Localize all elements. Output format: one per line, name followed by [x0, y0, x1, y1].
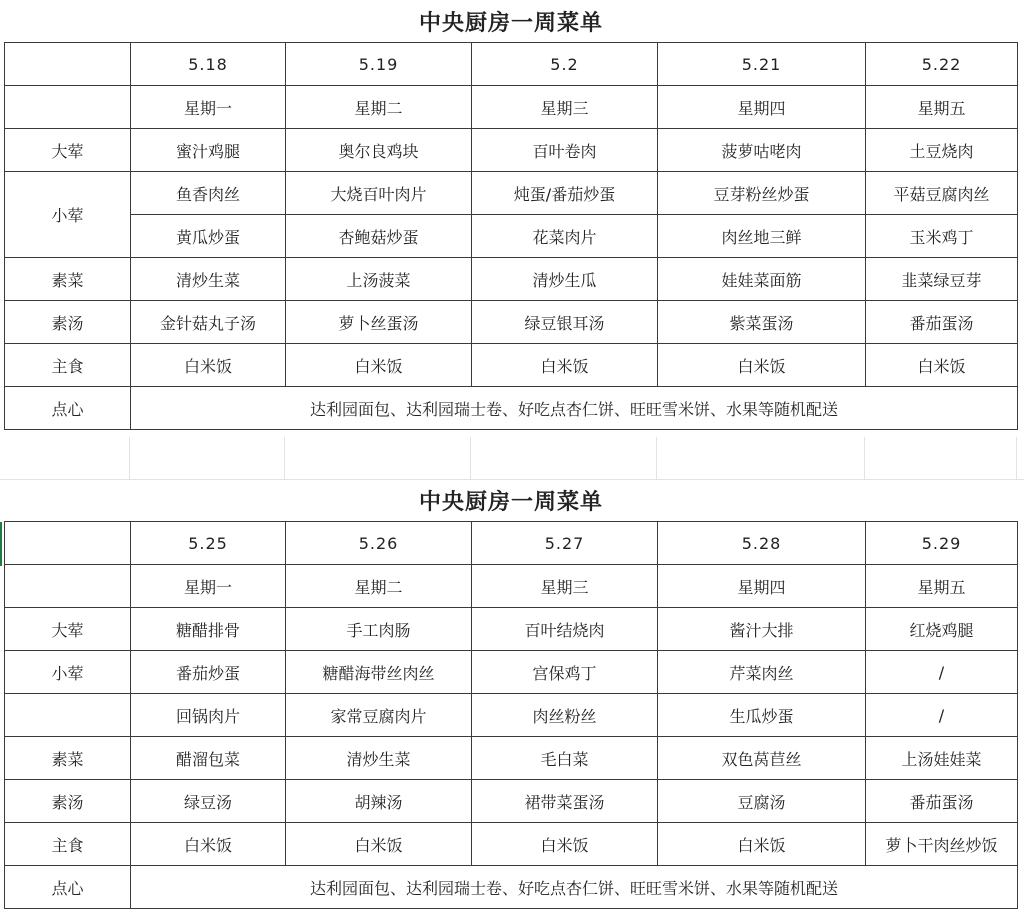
weekly-menu-table-1: [4, 0, 1018, 430]
date-cell[interactable]: 5.19: [286, 43, 472, 86]
soup-row: [5, 780, 1018, 823]
dish-cell[interactable]: 奥尔良鸡块: [286, 129, 472, 172]
dish-cell[interactable]: 白米饭: [286, 344, 472, 387]
meat-dish-row: [5, 129, 1018, 172]
weekly-menu-table-2: [4, 479, 1018, 909]
dish-cell[interactable]: /: [866, 651, 1018, 694]
dish-cell[interactable]: 糖醋海带丝肉丝: [286, 651, 472, 694]
grid-line: [864, 437, 865, 479]
selection-indicator: [0, 522, 2, 566]
dish-cell[interactable]: 杏鲍菇炒蛋: [286, 215, 472, 258]
dish-cell[interactable]: 清炒生菜: [131, 258, 286, 301]
grid-line: [656, 437, 657, 479]
menu-title[interactable]: 中央厨房一周菜单: [5, 479, 1018, 522]
vegetable-row: [5, 258, 1018, 301]
dish-cell[interactable]: 番茄蛋汤: [866, 780, 1018, 823]
weekday-cell[interactable]: 星期二: [286, 86, 472, 129]
date-cell[interactable]: 5.26: [286, 522, 472, 565]
meat-dish-row: [5, 608, 1018, 651]
category-label[interactable]: 小荤: [5, 651, 131, 694]
dish-cell[interactable]: 绿豆汤: [131, 780, 286, 823]
dish-cell[interactable]: 白米饭: [131, 823, 286, 866]
staple-row: [5, 823, 1018, 866]
title-row: [5, 479, 1018, 522]
dish-cell[interactable]: 生瓜炒蛋: [658, 694, 866, 737]
dish-cell[interactable]: 毛白菜: [472, 737, 658, 780]
dish-cell[interactable]: 家常豆腐肉片: [286, 694, 472, 737]
dish-cell[interactable]: 金针菇丸子汤: [131, 301, 286, 344]
dish-cell[interactable]: 肉丝地三鲜: [658, 215, 866, 258]
dish-cell[interactable]: 豆芽粉丝炒蛋: [658, 172, 866, 215]
weekday-cell[interactable]: 星期三: [472, 565, 658, 608]
date-cell[interactable]: 5.29: [866, 522, 1018, 565]
dish-cell[interactable]: 上汤娃娃菜: [866, 737, 1018, 780]
date-cell[interactable]: 5.21: [658, 43, 866, 86]
dish-cell[interactable]: 糖醋排骨: [131, 608, 286, 651]
category-label[interactable]: 主食: [5, 344, 131, 387]
grid-line: [1016, 437, 1017, 479]
dessert-cell[interactable]: 达利园面包、达利园瑞士卷、好吃点杏仁饼、旺旺雪米饼、水果等随机配送: [131, 866, 1018, 909]
dish-cell[interactable]: 黄瓜炒蛋: [131, 215, 286, 258]
dish-cell[interactable]: 白米饭: [472, 344, 658, 387]
category-label[interactable]: 主食: [5, 823, 131, 866]
category-label[interactable]: 素汤: [5, 780, 131, 823]
empty-cell[interactable]: [5, 565, 131, 608]
dish-cell[interactable]: 番茄炒蛋: [131, 651, 286, 694]
dish-cell[interactable]: 胡辣汤: [286, 780, 472, 823]
dessert-cell[interactable]: 达利园面包、达利园瑞士卷、好吃点杏仁饼、旺旺雪米饼、水果等随机配送: [131, 387, 1018, 430]
dish-cell[interactable]: 炖蛋/番茄炒蛋: [472, 172, 658, 215]
dish-cell[interactable]: 白米饭: [286, 823, 472, 866]
date-cell[interactable]: 5.18: [131, 43, 286, 86]
dish-cell[interactable]: 萝卜丝蛋汤: [286, 301, 472, 344]
weekday-cell[interactable]: 星期四: [658, 565, 866, 608]
date-row: [5, 43, 1018, 86]
empty-cell[interactable]: [5, 522, 131, 565]
dish-cell[interactable]: /: [866, 694, 1018, 737]
date-cell[interactable]: 5.28: [658, 522, 866, 565]
dish-cell[interactable]: 白米饭: [866, 344, 1018, 387]
dish-cell[interactable]: 醋溜包菜: [131, 737, 286, 780]
vegetable-row: [5, 737, 1018, 780]
category-label[interactable]: 小荤: [5, 172, 131, 258]
dish-cell[interactable]: 紫菜蛋汤: [658, 301, 866, 344]
weekday-cell[interactable]: 星期一: [131, 565, 286, 608]
dish-cell[interactable]: 娃娃菜面筋: [658, 258, 866, 301]
small-meat-row: [5, 172, 1018, 215]
dish-cell[interactable]: 百叶卷肉: [472, 129, 658, 172]
dish-cell[interactable]: 手工肉肠: [286, 608, 472, 651]
dish-cell[interactable]: 清炒生瓜: [472, 258, 658, 301]
weekday-cell[interactable]: 星期五: [866, 86, 1018, 129]
weekday-cell[interactable]: 星期一: [131, 86, 286, 129]
weekday-cell[interactable]: 星期三: [472, 86, 658, 129]
grid-line: [129, 437, 130, 479]
empty-cell[interactable]: [5, 43, 131, 86]
weekday-cell[interactable]: 星期二: [286, 565, 472, 608]
dish-cell[interactable]: 番茄蛋汤: [866, 301, 1018, 344]
dish-cell[interactable]: 蜜汁鸡腿: [131, 129, 286, 172]
dish-cell[interactable]: 百叶结烧肉: [472, 608, 658, 651]
dish-cell[interactable]: 肉丝粉丝: [472, 694, 658, 737]
dish-cell[interactable]: 白米饭: [658, 823, 866, 866]
category-label[interactable]: 点心: [5, 387, 131, 430]
dish-cell[interactable]: 大烧百叶肉片: [286, 172, 472, 215]
category-label[interactable]: 素菜: [5, 258, 131, 301]
dish-cell[interactable]: 芹菜肉丝: [658, 651, 866, 694]
dish-cell[interactable]: 白米饭: [472, 823, 658, 866]
grid-line: [470, 437, 471, 479]
dish-cell[interactable]: 宫保鸡丁: [472, 651, 658, 694]
staple-row: [5, 344, 1018, 387]
small-meat-row-2: [5, 215, 1018, 258]
dish-cell[interactable]: 玉米鸡丁: [866, 215, 1018, 258]
dish-cell[interactable]: 红烧鸡腿: [866, 608, 1018, 651]
date-cell[interactable]: 5.27: [472, 522, 658, 565]
date-cell[interactable]: 5.25: [131, 522, 286, 565]
dessert-row: [5, 387, 1018, 430]
dish-cell[interactable]: 绿豆银耳汤: [472, 301, 658, 344]
empty-cell[interactable]: [5, 86, 131, 129]
category-label[interactable]: [5, 694, 131, 737]
dish-cell[interactable]: 酱汁大排: [658, 608, 866, 651]
weekday-cell[interactable]: 星期五: [866, 565, 1018, 608]
grid-line: [284, 437, 285, 479]
date-cell[interactable]: 5.2: [472, 43, 658, 86]
dish-cell[interactable]: 土豆烧肉: [866, 129, 1018, 172]
small-meat-row: [5, 651, 1018, 694]
date-row: [5, 522, 1018, 565]
dish-cell[interactable]: 花菜肉片: [472, 215, 658, 258]
dish-cell[interactable]: 回锅肉片: [131, 694, 286, 737]
dish-cell[interactable]: 上汤菠菜: [286, 258, 472, 301]
weekday-cell[interactable]: 星期四: [658, 86, 866, 129]
dish-cell[interactable]: 白米饭: [658, 344, 866, 387]
dish-cell[interactable]: 清炒生菜: [286, 737, 472, 780]
small-meat-row-2: [5, 694, 1018, 737]
weekday-row: [5, 565, 1018, 608]
dessert-row: [5, 866, 1018, 909]
soup-row: [5, 301, 1018, 344]
category-label[interactable]: 大荤: [5, 129, 131, 172]
dish-cell[interactable]: 平菇豆腐肉丝: [866, 172, 1018, 215]
date-cell[interactable]: 5.22: [866, 43, 1018, 86]
dish-cell[interactable]: 白米饭: [131, 344, 286, 387]
dish-cell[interactable]: 双色莴苣丝: [658, 737, 866, 780]
dish-cell[interactable]: 菠萝咕咾肉: [658, 129, 866, 172]
dish-cell[interactable]: 豆腐汤: [658, 780, 866, 823]
title-row: [5, 0, 1018, 43]
dish-cell[interactable]: 裙带菜蛋汤: [472, 780, 658, 823]
dish-cell[interactable]: 萝卜干肉丝炒饭: [866, 823, 1018, 866]
category-label[interactable]: 素汤: [5, 301, 131, 344]
category-label[interactable]: 大荤: [5, 608, 131, 651]
weekday-row: [5, 86, 1018, 129]
dish-cell[interactable]: 韭菜绿豆芽: [866, 258, 1018, 301]
dish-cell[interactable]: 鱼香肉丝: [131, 172, 286, 215]
menu-title[interactable]: 中央厨房一周菜单: [5, 0, 1018, 43]
category-label[interactable]: 点心: [5, 866, 131, 909]
category-label[interactable]: 素菜: [5, 737, 131, 780]
